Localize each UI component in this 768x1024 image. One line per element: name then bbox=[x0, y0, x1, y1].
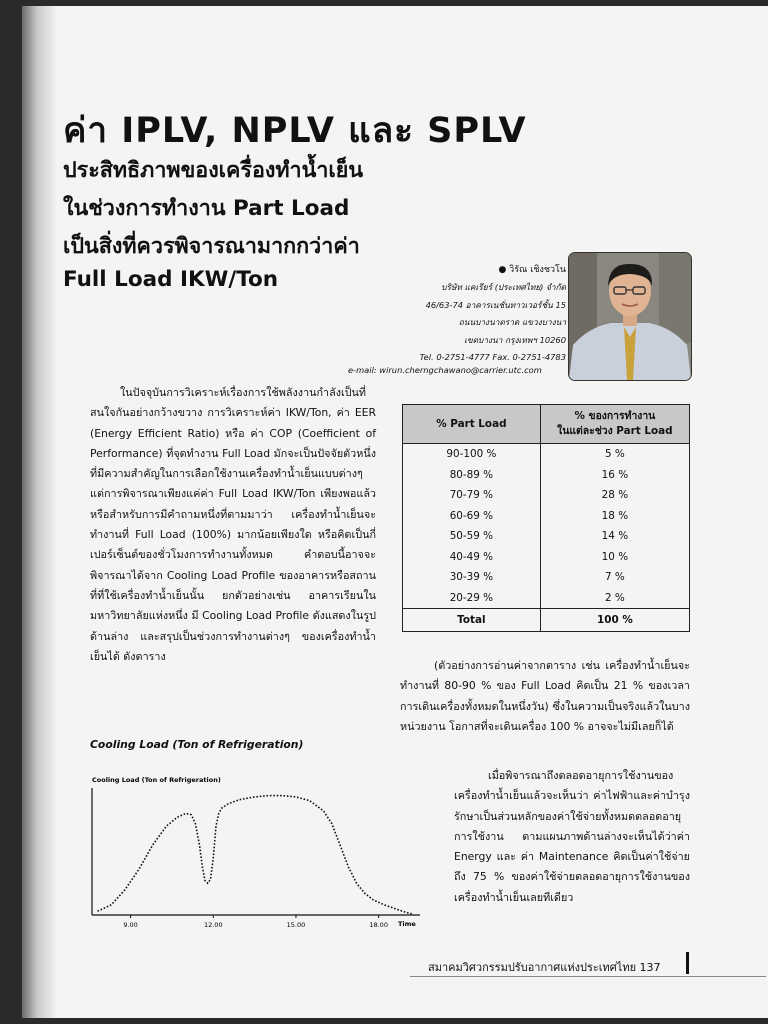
chart-x-ticks bbox=[123, 915, 388, 929]
chart-y-axis-label: Cooling Load (Ton of Refrigeration) bbox=[92, 776, 221, 784]
header-operation-share-line-1: % ของการทำงาน bbox=[574, 410, 656, 422]
total-label: Total bbox=[403, 609, 541, 632]
operation-share: 16 % bbox=[540, 465, 689, 486]
article-subtitle-line-4: Full Load IKW/Ton bbox=[63, 267, 279, 292]
chart-caption: Cooling Load (Ton of Refrigeration) bbox=[90, 738, 304, 751]
author-phone: Tel. 0-2751-4777 Fax. 0-2751-4783 bbox=[419, 352, 566, 363]
author-address-line-2: ถนนบางนาตราด แขวงบางนา bbox=[458, 317, 566, 328]
cooling-load-chart bbox=[80, 770, 430, 935]
article-subtitle-line-2: ในช่วงการทำงาน Part Load bbox=[63, 196, 350, 221]
article-subtitle-line-3: เป็นสิ่งที่ควรพิจารณามากกว่าค่า bbox=[63, 234, 360, 259]
author-photo bbox=[568, 252, 692, 381]
table-row bbox=[403, 567, 690, 588]
table-row bbox=[403, 526, 690, 547]
operation-share: 7 % bbox=[540, 567, 689, 588]
part-load-table bbox=[402, 404, 690, 632]
table-row bbox=[403, 547, 690, 568]
table-row bbox=[403, 485, 690, 506]
part-load-range: 90-100 % bbox=[403, 444, 541, 465]
table-total-row bbox=[403, 609, 690, 632]
author-company: บริษัท แคเรียร์ (ประเทศไทย) จำกัด bbox=[441, 282, 566, 293]
page-footer: สมาคมวิศวกรรมปรับอากาศแห่งประเทศไทย 137 bbox=[428, 961, 661, 974]
footer-bar bbox=[686, 952, 689, 974]
table-row bbox=[403, 444, 690, 465]
part-load-range: 30-39 % bbox=[403, 567, 541, 588]
person-portrait-icon bbox=[569, 253, 691, 380]
book-spine-shadow bbox=[22, 6, 56, 1018]
chart-x-axis-label: Time bbox=[398, 920, 416, 928]
part-load-range: 20-29 % bbox=[403, 588, 541, 609]
example-paragraph bbox=[400, 656, 690, 737]
example-text: (ตัวอย่างการอ่านค่าจากตาราง เช่น เครื่องทำน้ำเย็นจะทำงานที่ 80-90 % ของ Full Load คิดเป็น 21 % ของเวลาการเดินเครื่องทั้งหมดในหนึ่งวัน) ซึ่งในความเป็นจริงแล้วในบางหน่วยงาน โอกาสที่จะเดินเครื่อง 100 % อาจจะไม่มีเลยก็ได้ bbox=[400, 659, 690, 733]
header-part-load: % Part Load bbox=[403, 405, 541, 444]
author-name: ● วิรัณ เชิงชวโน bbox=[498, 265, 566, 275]
chart-x-tick-label: 15.00 bbox=[286, 921, 306, 929]
header-operation-share bbox=[540, 405, 689, 444]
article-title: ค่า IPLV, NPLV และ SPLV bbox=[63, 111, 527, 151]
author-email: e-mail: wirun.cherngchawano@carrier.utc.com bbox=[348, 365, 542, 375]
part-load-range: 50-59 % bbox=[403, 526, 541, 547]
total-value: 100 % bbox=[540, 609, 689, 632]
intro-paragraph bbox=[90, 383, 376, 667]
intro-text: ในปัจจุบันการวิเคราะห์เรื่องการใช้พลังงานกำลังเป็นที่สนใจกันอย่างกว้างขวาง การวิเคราะห์ค่า IKW/Ton, ค่า EER (Energy Efficient Ratio) หรือ ค่า COP (Coefficient of Performance) ที่จุดทำงาน Full Load มักจะเป็นปัจจัยตัวหนึ่งที่มีความสำคัญในการเลือกใช้งานเครื่องทำน้ำเย็นแบบต่างๆ แต่การพิจารณาเพียงแค่ค่า Full Load IKW/Ton เพียงพอแล้วหรือสำหรับการมีคำถามหนึ่งที่ตามมาว่า เครื่องทำน้ำเย็นจะทำงานที่ Full Load (100%) มากน้อยเพียงใด หรือคิดเป็นกี่เปอร์เซ็นต์ของชั่วโมงการทำงานทั้งหมด คำตอบนี้อาจจะพิจารณาได้จาก Cooling Load Profile ของอาคารหรือสถานที่ที่ใช้เครื่องทำน้ำเย็นนั้น ยกตัวอย่างเช่น อาคารเรียนในมหาวิทยาลัยแห่งหนึ่ง มี Cooling Load Profile ดังแสดงในรูปด้านล่าง และสรุปเป็นช่วงการทำงานต่างๆ ของเครื่องทำน้ำเย็นได้ ดังตาราง bbox=[90, 386, 376, 663]
table-row bbox=[403, 506, 690, 527]
part-load-range: 70-79 % bbox=[403, 485, 541, 506]
operation-share: 5 % bbox=[540, 444, 689, 465]
operation-share: 2 % bbox=[540, 588, 689, 609]
article-subtitle-line-1: ประสิทธิภาพของเครื่องทำน้ำเย็น bbox=[63, 158, 364, 183]
operation-share: 10 % bbox=[540, 547, 689, 568]
operation-share: 28 % bbox=[540, 485, 689, 506]
author-address-line-3: เขตบางนา กรุงเทพฯ 10260 bbox=[464, 334, 566, 345]
part-load-range: 80-89 % bbox=[403, 465, 541, 486]
cooling-load-series-line bbox=[98, 796, 412, 914]
operation-share: 18 % bbox=[540, 506, 689, 527]
part-load-range: 60-69 % bbox=[403, 506, 541, 527]
author-address-line-1: 46/63-74 อาคารเนชั่นทาวเวอร์ชั้น 15 bbox=[425, 299, 566, 310]
chart-x-tick-label: 12.00 bbox=[203, 921, 223, 929]
author-block bbox=[420, 262, 566, 366]
table-row bbox=[403, 588, 690, 609]
footer-rule bbox=[410, 976, 766, 977]
header-operation-share-line-2: ในแต่ละช่วง Part Load bbox=[557, 425, 673, 437]
table-header-row bbox=[403, 405, 690, 444]
chart-x-tick-label: 9.00 bbox=[123, 921, 138, 929]
chart-x-tick-label: 18.00 bbox=[369, 921, 388, 929]
table-row bbox=[403, 465, 690, 486]
lifecycle-text: เมื่อพิจารณาถึงตลอดอายุการใช้งานของเครื่องทำน้ำเย็นแล้วจะเห็นว่า ค่าไฟฟ้าและค่าบำรุงรักษาเป็นส่วนหลักของค่าใช้จ่ายทั้งหมดตลอดอายุการใช้งาน ตามแผนภาพด้านล่างจะเห็นได้ว่าค่า Energy และ ค่า Maintenance คิดเป็นค่าใช้จ่ายถึง 75 % ของค่าใช้จ่ายตลอดอายุการใช้งานของเครื่องทำน้ำเย็นเลยทีเดียว bbox=[454, 769, 690, 904]
lifecycle-paragraph bbox=[454, 766, 690, 908]
part-load-range: 40-49 % bbox=[403, 547, 541, 568]
operation-share: 14 % bbox=[540, 526, 689, 547]
